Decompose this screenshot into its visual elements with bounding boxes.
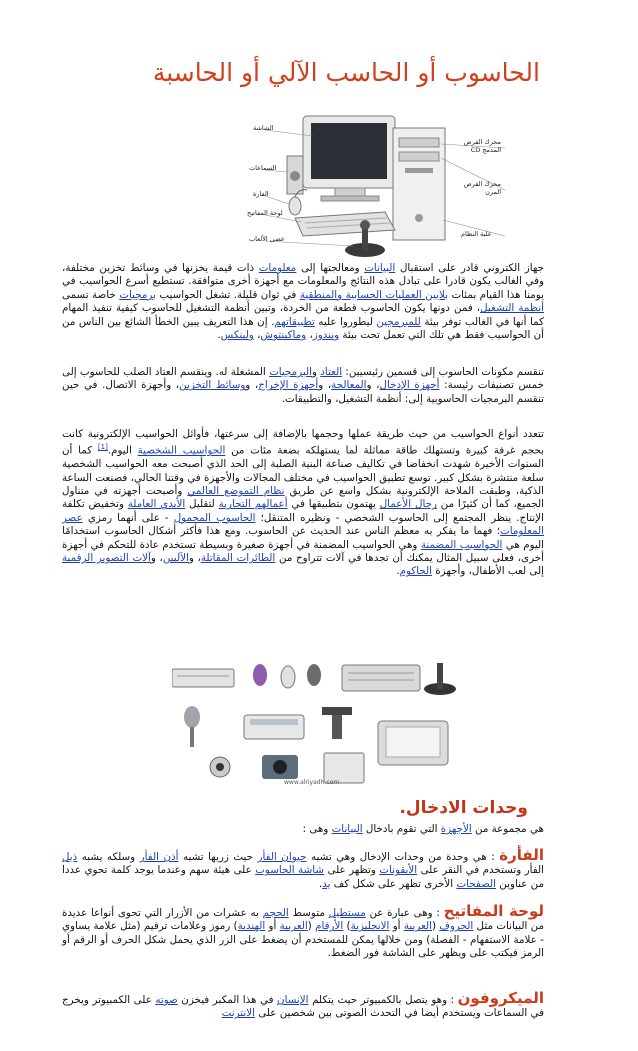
mouse-image xyxy=(253,664,267,686)
graphics-tablet-image xyxy=(378,721,448,765)
link-information-age[interactable]: عصر المعلومات xyxy=(62,511,544,538)
microphone-heading: الميكروفون xyxy=(457,989,544,1007)
link-personal-computers[interactable]: الحواسيب الشخصية xyxy=(137,444,226,457)
link-english[interactable]: الانجليزية xyxy=(350,920,390,933)
link-devices[interactable]: الأجهزة xyxy=(440,823,472,835)
link-processing[interactable]: المعالجة xyxy=(331,379,367,392)
label-speakers: السماعات xyxy=(249,164,277,172)
link-pages[interactable]: الصفحات xyxy=(456,877,497,890)
label-joystick: عصى الألعاب xyxy=(249,235,285,243)
link-embedded-computers[interactable]: الحواسيب المضمنة xyxy=(420,538,503,551)
definition-paragraph: جهاز الكتروني قادر على استقبال البيانات ومعالجتها إلى معلومات ذات قيمة يخزنها في وسائط تخزين مختلفة، وفي الغالب يكون قادرا على تبادل هذه النتائج والمعلومات مع أجهزة أخرى متوافقة. تستطيع أسرع الحواسيب في يومنا هذا القيام بمئات بلايين العمليات الحسابية والمنطقية في ثوان قليلة. تشغل الحواسيب برمجيات خاصة تسمى أنظمة التشغيل، فمن دونها يكون الحاسوب قطعة من الخردة، وتبين أنظمة التشغيل للحاسوب كيفية تنفيذ المهام كما أنها في الغالب توفر بيئة للمبرمجين ليطوروا عليه تطبيقاتهم. إن هذا التعريف يبين الخطأ الشائع بين الناس من أن الحواسيب فقط هي تلك التي تعمل تحت بيئة ويندوز، وماكينتوش، ولينكس. xyxy=(62,262,544,342)
link-rectangle[interactable]: مستطيل xyxy=(328,907,366,919)
link-remote-control[interactable]: الحاكوم xyxy=(399,565,432,578)
link-information[interactable]: معلومات xyxy=(258,262,297,274)
link-hardware[interactable]: العتاد xyxy=(320,366,343,378)
link-macintosh[interactable]: وماكينتوش xyxy=(260,329,307,342)
link-input-devices[interactable]: أجهزة الإدخال xyxy=(379,379,440,392)
input-devices-collage xyxy=(172,655,464,792)
microphone-paragraph: الميكروفون : وهو يتصل بالكمبيوتر حيث يتكلم الإنسان في هذا المكبر فيخزن صوته على الكمبيوتر ويخرج في السماعات ويستخدم أيضا في التحدث الصوتى بين شخصين على الانترنت xyxy=(62,989,544,1020)
joystick-image xyxy=(424,663,456,695)
link-storage-media[interactable]: وسائط التخزين xyxy=(179,379,246,392)
components-paragraph: تنقسم مكونات الحاسوب إلى قسمين رئيسيين: العتاد والبرمجيات المشغلة له. وينقسم العتاد الصلب للحاسوب إلى خمس تصنيفات رئيسة: أجهزة الإدخال، والمعالجة، وأجهزة الإخراج، ووسائط التخزين، وأجهزة الاتصال. في حين تنقسم البرمجيات الحاسوبية إلى: أنظمة التشغيل، والتطبيقات. xyxy=(62,366,544,405)
label-mouse: الفارة xyxy=(253,190,269,198)
keyboard-image xyxy=(342,665,420,691)
link-labor[interactable]: الأيدي العاملة xyxy=(127,498,186,511)
link-output-devices[interactable]: أجهزة الإخراج xyxy=(258,379,319,392)
citation-1[interactable]: [1] xyxy=(97,443,108,452)
input-units-intro: هي مجموعة من الأجهزة التي تقوم بادخال البيانات وهى : xyxy=(302,823,544,835)
label-monitor: الشاشة xyxy=(253,124,274,132)
link-digital-cameras[interactable]: آلات التصوير الرقمية xyxy=(62,552,151,565)
link-arabic[interactable]: العربية xyxy=(403,920,432,933)
keyboard-paragraph: لوحة المفاتيح : وهى عبارة عن مستطيل متوسط الحجم به عشرات من الأزرار التي تحوى أنواعا عديدة من البيانات مثل الحروف (العربية أو الانجليزية) الأرقام (العربية أو الهندية) رموز وعلامات ترقيم (مثل علامة يساوي - علامة الاستفهام - الفصلة) ومن خلالها يمكن للمستخدم أن يضغط على الزر الذي يحمل شكل الحرف أو الرقم أو الرمز فيكتب على ويظهر على الشاشة فور الضغط. xyxy=(62,902,545,960)
types-paragraph: تتعدد أنواع الحواسيب من حيث طريقة عملها وحجمها بالإضافة إلى سرعتها، فأوائل الحواسيب الإلكترونية كانت بحجم غرفة كبيرة وتستهلك طاقة مماثلة لما يستهلكه بضعة مئات من الحواسيب الشخصية اليوم.[1] كما أن السنوات الأخيرة شهدت انخفاضا في تكاليف صناعة البنية الصلبة إلى الحد الذي أصبحت معه الحواسيب الشخصية سلعة منتشرة بشكل كبير. توسع تطبيق الحواسيب في مختلف المجالات والأجهزة في وقتنا الحالي، فصنعت الساعة الذكية، وطبقت الملاحة الإلكترونية بشكل واسع عن طريق نظام التموضع العالمي وأصبحت أجهزته في متناول الجميع، كما أن كثيرًا من رجال الأعمال يهتمون بتطبيقها في أعمالهم التجارية لتقليل الأيدي العاملة وتخفيض تكلفة الإنتاج. ينظر المجتمع إلى الحاسوب الشخصي - ونظيره المتنقل؛ الحاسوب المحمول - على أنهما رمزي عصر المعلومات؛ فهما ما يفكر به معظم الناس عند الحديث عن الحاسوب. ومع هذا فأكثر أشكال الحاسوب استخدامًا اليوم هي الحواسيب المضمنة وهي الحواسيب المضمنة في أجهزة صغيرة وبسيطة تستخدم عادة للتحكم في أجهزة أخرى، فعلى سبيل المثال يمكنك أن تجدها في آلات تتراوح من الطائرات المقاتلة، والآليين، وآلات التصوير الرقمية إلى لعب الأطفال، وأجهزة الحاكوم. xyxy=(62,428,545,578)
mouse-image-3 xyxy=(307,664,321,686)
link-hand[interactable]: يد xyxy=(322,877,331,890)
input-devices-illustration xyxy=(172,655,464,792)
scanner-image xyxy=(244,715,304,739)
computer-system-figure xyxy=(247,108,515,263)
link-computer-screen[interactable]: شاشة الحاسوب xyxy=(255,864,325,877)
link-applications[interactable]: تطبيقاتهم xyxy=(274,315,315,328)
keyboard-graphic xyxy=(295,212,395,236)
label-system-case: علبة النظام xyxy=(461,230,492,238)
mouse-heading: الفأرة xyxy=(499,846,544,864)
mouse-paragraph: الفأرة : هي وحدة من وحدات الإدخال وهي تشبه حيوان الفأر حيث زريها تشبه أذن الفأر وسلكه يشبه ذيل الفأر وتستخدم في النقر على الأيقونات وتظهر على شاشة الحاسوب على هيئة سهم وعندما يوجد كلمة تحوي عددا من عناوين الصفحات الأخرى تظهر على شكل كف يد. xyxy=(62,846,544,890)
system-case-graphic xyxy=(393,128,445,240)
link-voice[interactable]: صوته xyxy=(155,994,178,1006)
digital-camera-image xyxy=(262,755,298,779)
link-laptop[interactable]: الحاسوب المحمول xyxy=(173,511,256,524)
link-gps[interactable]: نظام التموضع العالمي xyxy=(187,485,285,498)
link-data-2[interactable]: البيانات xyxy=(331,823,363,835)
link-internet[interactable]: الانترنت xyxy=(221,1007,256,1020)
link-human[interactable]: الإنسان xyxy=(277,994,309,1006)
link-businessmen[interactable]: رجال الأعمال xyxy=(379,498,437,511)
link-software-2[interactable]: البرمجيات xyxy=(269,366,312,378)
link-arithmetic-logic-operations[interactable]: بلايين العمليات الحسابية والمنطقية xyxy=(299,288,448,301)
label-keyboard: لوحة المفاتيح xyxy=(247,209,283,217)
microphone-image xyxy=(184,706,200,747)
link-windows[interactable]: ويندوز xyxy=(312,329,340,342)
link-hindi-numerals[interactable]: الهندية xyxy=(237,920,266,933)
link-fighter-aircraft[interactable]: الطائرات المقاتلة xyxy=(200,552,276,565)
speakers-graphic xyxy=(287,156,303,194)
collage-watermark: www.alriyadh.com xyxy=(284,779,340,786)
page-title: الحاسوب أو الحاسب الآلي أو الحاسبة xyxy=(152,58,540,87)
input-units-title: وحدات الادخال. xyxy=(399,798,528,818)
keyboard-heading: لوحة المفاتيح xyxy=(443,902,545,920)
link-programmers[interactable]: للمبرمجين xyxy=(376,315,421,328)
link-operating-systems[interactable]: أنظمة التشغيل xyxy=(480,302,544,315)
webcam-image xyxy=(210,757,230,777)
link-mouse-ear[interactable]: أذن الفأر xyxy=(139,851,179,863)
link-data[interactable]: البيانات xyxy=(364,262,396,274)
label-floppy-drive: محرك القرص المرن xyxy=(463,180,501,196)
link-robots[interactable]: الآليين xyxy=(162,552,189,565)
keyboard-image-2 xyxy=(172,669,234,687)
link-tail[interactable]: ذيل xyxy=(62,851,78,863)
link-size[interactable]: الحجم xyxy=(262,907,289,919)
link-numbers[interactable]: الأرقام xyxy=(315,920,344,933)
monitor-graphic xyxy=(303,116,395,201)
link-linux[interactable]: ولينكس xyxy=(220,329,254,342)
link-icons[interactable]: الأيقونات xyxy=(379,864,418,877)
link-arabic-numerals[interactable]: العربية xyxy=(279,920,308,933)
link-business[interactable]: أعمالهم التجارية xyxy=(218,498,288,511)
link-letters[interactable]: الحروف xyxy=(439,920,474,933)
link-mouse-animal[interactable]: حيوان الفأر xyxy=(257,851,307,863)
link-software[interactable]: برمجيات xyxy=(119,288,156,301)
barcode-scanner-image xyxy=(322,707,352,739)
label-cd-drive: محرك القرص المدمج CD xyxy=(463,138,501,154)
mouse-image-2 xyxy=(281,666,295,688)
